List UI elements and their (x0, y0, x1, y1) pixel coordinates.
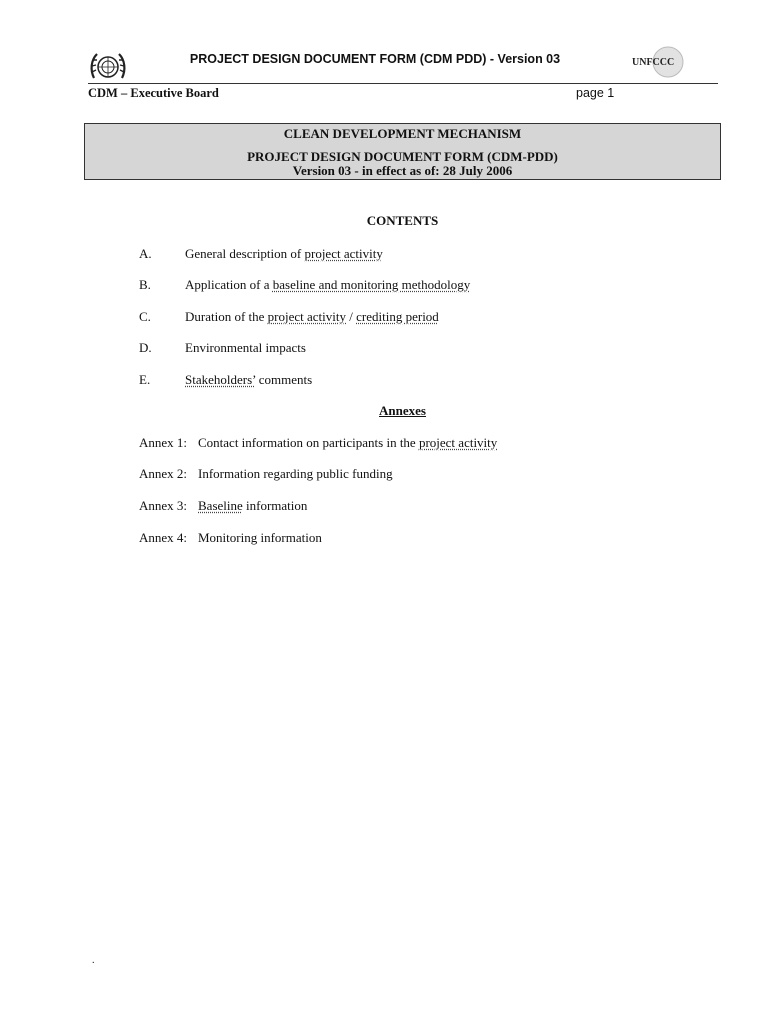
toc-term: project activity (304, 246, 383, 261)
annexes-heading: Annexes (379, 403, 426, 418)
toc-item-d (185, 340, 306, 356)
annex-label: Annex 2: (139, 466, 188, 481)
unfccc-logo-text: UNFCCC (632, 57, 675, 68)
toc-letter: D. (139, 340, 152, 355)
form-title-box (84, 123, 721, 180)
mechanism-title: CLEAN DEVELOPMENT MECHANISM (283, 126, 522, 141)
page-number: page 1 (576, 86, 615, 100)
annex-text: information (242, 498, 308, 513)
toc-term: Stakeholders’ (185, 372, 256, 387)
header-title: PROJECT DESIGN DOCUMENT FORM (CDM PDD) - Version 03 (189, 52, 561, 66)
toc-item-b (185, 277, 470, 293)
toc-text: comments (255, 372, 313, 387)
annex-item-4 (198, 530, 322, 546)
form-version: Version 03 - in effect as of: 28 July 2006 (292, 163, 513, 178)
annex-label: Annex 3: (139, 498, 188, 513)
toc-text: Duration of the (185, 309, 268, 324)
annex-item-2 (198, 466, 393, 482)
annex-text: Contact information on participants in the (198, 435, 419, 450)
annex-text: Information regarding public funding (198, 466, 393, 481)
toc-item-e (185, 372, 312, 388)
footer-mark: . (92, 955, 95, 966)
form-title: PROJECT DESIGN DOCUMENT FORM (CDM-PDD) (247, 149, 558, 164)
annex-text: Monitoring information (198, 530, 322, 545)
annex-label: Annex 1: (139, 435, 188, 450)
toc-term: crediting period (356, 309, 439, 324)
toc-text: / (346, 309, 357, 324)
unfccc-logo-icon (628, 44, 690, 80)
annex-item-1 (198, 435, 497, 451)
toc-letter: E. (139, 372, 151, 387)
toc-term: project activity (267, 309, 347, 324)
toc-item-c (185, 309, 439, 325)
header-rule (88, 83, 718, 84)
annex-term: project activity (418, 435, 498, 450)
toc-text: Environmental impacts (185, 340, 306, 355)
toc-term: baseline and monitoring methodology (272, 277, 471, 292)
annex-item-3 (198, 498, 307, 514)
toc-item-a (185, 246, 383, 262)
un-emblem-icon (88, 50, 128, 86)
toc-text: Application of a (185, 277, 273, 292)
toc-letter: A. (139, 246, 152, 261)
annex-term: Baseline (198, 498, 243, 513)
executive-board-label: CDM – Executive Board (88, 86, 219, 100)
annex-label: Annex 4: (139, 530, 188, 545)
toc-letter: C. (139, 309, 151, 324)
toc-letter: B. (139, 277, 151, 292)
contents-heading: CONTENTS (366, 213, 439, 228)
toc-text: General description of (185, 246, 305, 261)
